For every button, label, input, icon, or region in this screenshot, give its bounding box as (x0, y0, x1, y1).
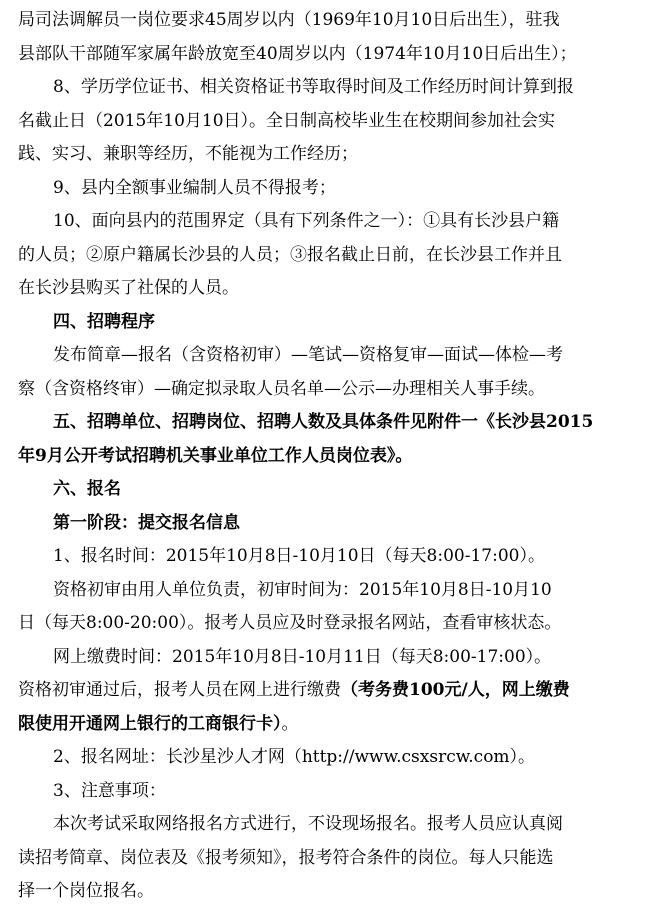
list-item-2: 2、报名网址：长沙星沙人才网（http://www.csxsrcw.com）。 (53, 747, 536, 767)
text-line: 察（含资格终审）—确定拟录取人员名单—公示—办理相关人事手续。 (18, 378, 545, 399)
subsection-heading: 第一阶段：提交报名信息 (53, 512, 240, 533)
list-item-9: 9、县内全额事业编制人员不得报考； (53, 177, 336, 198)
section-heading-4: 四、招聘程序 (53, 311, 155, 332)
text-line: 读招考简章、岗位表及《报考须知》，报考符合条件的岗位。每人只能选 (18, 847, 554, 868)
sentence-end: 。 (281, 713, 299, 734)
text-line: 在长沙县购买了社保的人员。 (18, 278, 239, 298)
list-item-3: 3、注意事项： (53, 780, 166, 801)
text-line (18, 708, 644, 742)
text-line: 局司法调解员一岗位要求45周岁以内（1969年10月10日后出生），驻我 (18, 10, 560, 30)
list-item-10: 10、面向县内的范围界定（具有下列条件之一）：①具有长沙县户籍 (53, 211, 560, 231)
fee-text: 资格初审通过后，报考人员在网上进行缴费 (18, 680, 341, 700)
text-line: 县部队干部随军家属年龄放宽至40周岁以内（1974年10月10日后出生）； (18, 43, 577, 64)
paragraph-line: 资格初审由用人单位负责，初审时间为：2015年10月8日-10月10 (53, 579, 552, 600)
text-line (18, 674, 644, 708)
paragraph-line: 网上缴费时间：2015年10月8日-10月11日（每天8:00-17:00）。 (53, 646, 552, 667)
section-heading-6: 六、报名 (53, 479, 121, 499)
text-line: 择一个岗位报名。 (18, 881, 154, 901)
fee-bold-text: （考务费100元/人，网上缴费 (341, 680, 570, 700)
section-heading-5-cont: 年9月公开考试招聘机关事业单位工作人员岗位表》。 (18, 445, 413, 466)
paragraph-line: 发布简章—报名（含资格初审）—笔试—资格复审—面试—体检—考 (53, 345, 563, 365)
section-heading-5: 五、招聘单位、招聘岗位、招聘人数及具体条件见附件一《长沙县2015 (53, 412, 594, 432)
paragraph-line: 本次考试采取网络报名方式进行，不设现场报名。报考人员应认真阅 (53, 814, 563, 834)
text-line: 践、实习、兼职等经历，不能视为工作经历； (18, 144, 358, 164)
list-item-1: 1、报名时间：2015年10月8日-10月10日（每天8:00-17:00）。 (53, 546, 545, 566)
text-line: 的人员；②原户籍属长沙县的人员；③报名截止日前，在长沙县工作并且 (18, 244, 562, 265)
fee-bold-text-cont: 限使用开通网上银行的工商银行卡） (18, 713, 282, 734)
text-line: 日（每天8:00-20:00）。报考人员应及时登录报名网站，查看审核状态。 (18, 613, 562, 633)
list-item-8: 8、学历学位证书、相关资格证书等取得时间及工作经历时间计算到报 (53, 77, 574, 97)
text-line: 名截止日（2015年10月10日）。全日制高校毕业生在校期间参加社会实 (18, 110, 556, 131)
